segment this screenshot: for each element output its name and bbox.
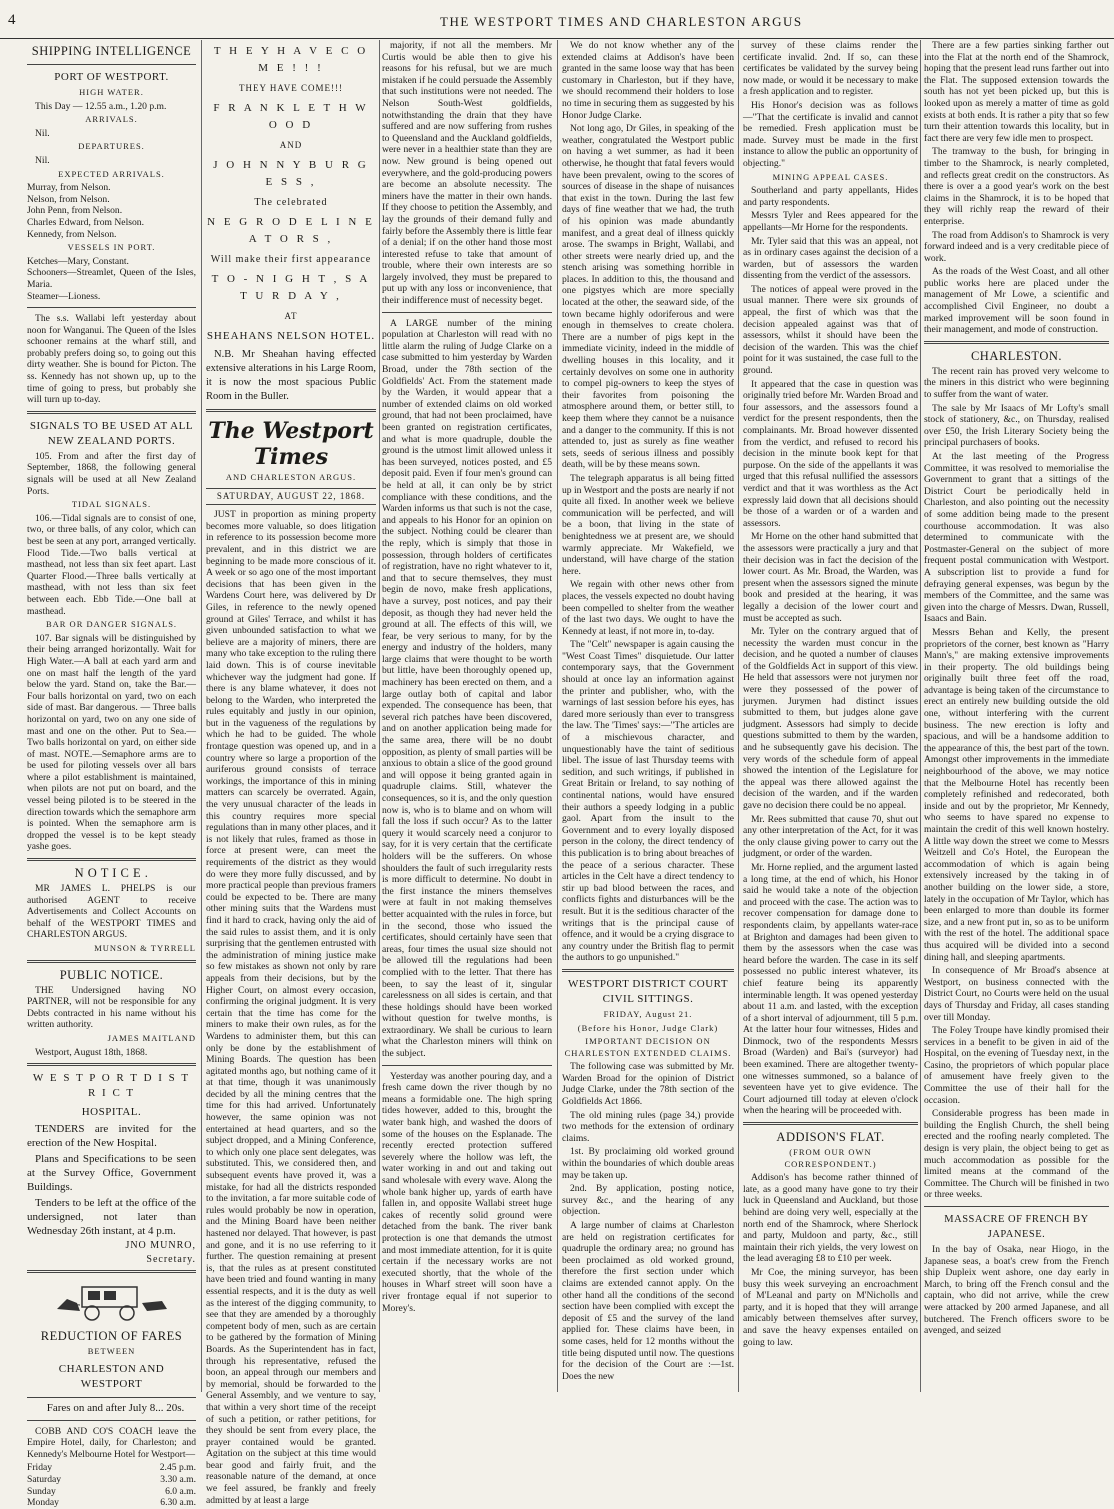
col5-p7: It appeared that the case in question was originally tried before Mr. Warden Broad and four assessors, and the assessors found a verdict for the present respondents, then the complainants. Mr. Broad however dissented from the verdict, and refused to record his decision in the minute book kept for that purpose. On the side of the appellants it was urged that this refusal nullified the assessors verdict and that it was worthless as the Act expressly laid down that all decisions should be those of a warden or of a warden and assessors. [743, 378, 918, 529]
expected-list [27, 182, 196, 240]
col5-p9: Mr. Tyler on the contrary argued that of necessity the warden must concur in the decision, and he quoted a number of clauses of the Goldfields Act in support of this view. He held that assessors were not jurymen nor were they possessed of the power of jurymen. Jurymen had distinct issues submitted to them, but judges alone gave judgment. Assessors had simply to decide questions submitted to them by the warden, and he subsequently gave his decision. The very words of the schedule form of appeal showed the intention of the Legislature for the appeal was there allowed against the decision of the warden, and if the warden gave no decision there could be no appeal. [743, 626, 918, 811]
ad-line1: T H E Y H A V E C O M E ! ! ! [213, 45, 369, 74]
vessels-label: VESSELS IN PORT. [67, 242, 156, 253]
list-item: Kennedy, from Nelson. [27, 228, 117, 240]
ad-celebrated: The celebrated [254, 197, 328, 208]
col5-p4: Messrs Tyler and Rees appeared for the appellants—Mr Horne for the respondents. [743, 210, 918, 233]
ad-name1: F R A N K L E T H W O O D [213, 102, 369, 131]
court-judge: (Before his Honor, Judge Clark) [577, 1022, 719, 1033]
public-notice-heading: PUBLIC NOTICE. [59, 967, 164, 982]
col6-p2: The tramway to the bush, for bringing in timber to the Shamrock, is nearly completed, and reflects great credit on the constructors. As there is over a a good year's work on the best claims in the Shamrock, it is to be hoped that they will richly reap the reward of their enterprise. [924, 146, 1109, 227]
page-number: 4 [8, 12, 16, 28]
expected-label: EXPECTED ARRIVALS. [58, 168, 165, 179]
fares-note: COBB AND CO'S COACH leave the Empire Hotel, daily, for Charleston; and Kennedy's Melbourne Hotel for Westport— [27, 1425, 196, 1460]
schedule-day: Saturday [27, 1473, 62, 1485]
schedule-day: Monday [27, 1497, 59, 1509]
column-divider [557, 40, 558, 1392]
col5-p6: The notices of appeal were proved in the usual manner. There were six grounds of appeal, the first of which was that the decision appealed against was that of assessors, whilst it should have been the decision of the warden. This was the chief point for it was sustained, the case full to the ground. [743, 283, 918, 377]
notice-signed: MUNSON & TYRRELL [94, 943, 196, 953]
col5-p5: Mr. Tyler said that this was an appeal, not as in ordinary cases against the decision of a warden, but of assessors the warden dissenting from the verdict of the assessors. [743, 235, 918, 282]
public-notice-date: Westport, August 18th, 1868. [35, 1046, 148, 1058]
col6-p9: In consequence of Mr Broad's absence at Westport, on business connected with the District Court, no Courts were held on the usual days of Thursday and Friday, all cases standing over till Monday. [924, 965, 1109, 1023]
column-divider [920, 40, 921, 1392]
port-heading: PORT OF WESTPORT. [54, 71, 169, 83]
column-divider [379, 40, 380, 1392]
high-water-label: HIGH WATER. [79, 87, 144, 97]
col4-p9: 2nd. By application, posting notice, survey &c., and the hearing of any objection. [562, 1183, 734, 1218]
shipping-note: The s.s. Wallabi left yesterday about noon for Wanganui. The Queen of the Isles schooner remains at the wharf still, and probably prefers doing so, to going out this dirty weather. She is bound for Picton. The ss. Kennedy has not shown up, up to the time of going to press, but probably she will turn up to-day. [27, 313, 196, 406]
ad-name2: J O H N N Y B U R G E S S , [213, 159, 369, 188]
fares-between: BETWEEN [87, 1346, 136, 1357]
notice-body: MR JAMES L. PHELPS is our authorised AGENT to receive Advertisements and Collect Accounts on behalf of the WESTPORT TIMES and CHARLESTON ARGUS. [27, 883, 196, 941]
editorial-p4: Yesterday was another pouring day, and a fresh came down the river though by no means a formidable one. The high spring tides however, added to this, brought the water bank high, and washed the doors of some of the houses on the Esplanade. The recently erected protection suffered severely where the hollow was left, the water working in and out and taking out sand wholesale with every wave. Along the whole bank higher up, yards of earth have fallen in, and opposite Wallabi street huge cakes of recently solid ground were detached from the bank. The river bank protection is one that demands the utmost and most immediate attention, for it is quite certain if the necessary works are not executed shortly, that the whole of the houses in Wharf street will soon have a river frontage equal if not superior to Morey's. [382, 1070, 552, 1314]
ad-line2: THEY HAVE COME!!! [239, 83, 343, 93]
col4-p6: The following case was submitted by Mr. Warden Broad for the opinion of District Judge Clarke, under the 78th section of the Goldfields Act 1866. [562, 1061, 734, 1108]
col6-p5: The recent rain has proved very welcome to the miners in this district who were beginning to suffer from the want of water. [924, 365, 1109, 401]
col4-p10: A large number of claims at Charleston are held on registration certificates for quadruple the ordinary area; no ground has been proclaimed as old worked ground, therefore the first section under which claims are extended cannot apply. On the other hand all the conditions of the second section have been complied with except the deposit of £5 and the survey of the land applied for. These claims have been, in some cases, held for 12 months without the title being disputed until now. The questions for the decision of the Court are :—1st. Does the new [562, 1220, 734, 1382]
list-item: John Penn, from Nelson. [27, 205, 123, 217]
col5-p11: Mr. Horne replied, and the argument lasted a long time, at the end of which, his Honor said he would take a note of the objection and proceed with the case. The action was to recover compensation for damage done to respondents claim, by appellants water-race at Brighton and damages had been given to them by the assessors when the case was heard before the warden. The case in its self possessed no public interest whatever, its chief feature being its apparently interminable length. It was opened yesterday about 11 a.m. and lasted, with the exception of a short interval of adjournment, till 5 p.m. At the latter hour four witnesses, Hides and Dinmock, two of the respondents Messrs Broad (Warden) and Bai's (surveyor) had been examined. There are altogether twenty-one witnesses summoned, so a balance of seventeen have yet to give evidence. The Court adjourned till today at eleven o'clock when the hearing will be proceeded with. [743, 861, 918, 1117]
col4-p8: 1st. By proclaiming old worked ground within the boundaries of which double areas may be taken up. [562, 1146, 734, 1181]
hospital-sub: HOSPITAL. [81, 1106, 142, 1119]
column-divider [201, 40, 202, 1392]
col5-p1: survey of these claims render the certificate invalid. 2nd. If so, can these certificates be validated by the survey being now made, or would it be necessary to make a fresh application and to register. [743, 40, 918, 98]
col6-p4: As the roads of the West Coast, and all other public works here are placed under the management of Mr Lowe, a scientific and accomplished Civil Engineer, no doubt a marked improvement will be soon found in their management, and mode of construction. [924, 266, 1109, 336]
col4-p2: Not long ago, Dr Giles, in speaking of the weather, congratulated the Westport public on having a wet summer, as had it been otherwise, he thought that fatal fevers would have been prevalent, owing to the scores of sources of disease in the shape of nuisances that exist in the town. During the last few days of fine weather that we had, the truth of his opinion was made abundantly manifest, and a great deal of illness quickly arose. The swamps in Bright, Wallabi, and other streets were nearly dried up, and the stench arising was something horrible in places. In addition to this, the thousand and one pigstyes which are more specially located at the other, the seaward side, of the town became highly odoriferous and were enough in themselves to create cholera. There are a number of pigs kept in the immediate vicinity, indeed in the middle of dwelling houses in this locality, and it certainly devolves on some one in authority to compel pig-owners to keep the styes of their favorites from poisoning the atmosphere around them, or better still, to keep them where they cannot be a nuisance and a danger to the community. If this is not attended to, just as surely as fine weather sets, seeds of serious illness and possibly death, will be by these means sown. [562, 123, 734, 471]
bar-label: BAR OR DANGER SIGNALS. [45, 619, 178, 630]
schedule-time: 2.45 p.m. [159, 1462, 196, 1474]
editorial-p1: JUST in proportion as mining property becomes more valuable, so does litigation in reference to its possession become more prevalent, and in this district we are beginning to be made more conscious of it. A week or so ago one of the most important decisions that has been given in the Wardens Court here, was delivered by Dr Giles, in reference to the newly opened ground at Giles' Terrace, and whilst it has given unbounded satisfaction to what we believe are a majority of miners, there are many who take exception to the ruling there laid down. This is of course inevitable whichever way the judgment had gone. If there is any blame whatever, it does not belong to the Warden, who interpreted the rules equitably and justly in our opinion, but in the vagueness of the regulations by which he had to be guided. The whole frontage question was opened up, and in a country where so large a proportion of the auriferous ground consists of terrace workings, the importance of this in mining matters can scarcely be overrated. Again, the very unusual character of the leads in this country requires more special regulations than in many other places, and it is not likely that rules, framed as those in force at present were, can meet the requirements of the district as they would do were they more fully discussed, and by more practical people than previous framers could be expected to be. There are many other mining suits that the Wardens must find it hard to crack, having only the aid of the said rules to assist them, and it is only surprising that the gentlemen entrusted with the administration of mining justice make so few mistakes as shown not only by rare appeals from their decisions, but by the Higher Court, on almost every occasion, confirming the original judgment. It is very certain that the time has come for the miners to make their own rules, as for the Wardens to administer them, but this can only be done by the establishment of Mining Boards. The question has been agitated months ago, but nothing came of it at that time, though it was unanimously decided by all the mining centres that the time for this had arrived. Unfortunately however, the same opinion was not entertained at head quarters, and so the subject dropped, and a Mining Conference, to which only one place sent delegates, was substituted. This, we considered then, and subsequent events have proved it, was a mistake, for had all the districts responded to the invitation, a far more suitable code of rules would probably be now in operation, and the Mining Board have been neither hastened nor delayed. That however, is past and gone, and it is no use referring to it further. The question remaining at present is, that the rules as at present constituted have been tried and found wanting in many essential respects, and it is the duty as well as the interest of the digging community, to see that they are amended by a thoroughly competent body of men, such as are certain to be gathered by the formation of Mining Boards. As the Superintendent has in fact, through his representative, refused the boon, an appeal through our members and by memorial, should be forwarded to the General Assembly, and we venture to say, that within a very short time of the receipt of such a petition, or rather petitions, for they should be sent from every place, the prayer contained would be granted. Agitation on the subject at this time would bear good and fairly fruit, and the reasonable nature of the demand, at once we feel assured, be frankly and freely admitted by at least a large [206, 509, 376, 1506]
public-notice-body: THE Undersigned having NO PARTNER, will not be responsible for any Debts contracted in his name without his written authority. [27, 984, 196, 1031]
col5-p13: Mr Coe, the mining surveyor, has been busy this week surveying an encroachment of M'Leanal and party on M'Nicholls and party, and it is hoped that they will arrange amicably between themselves after survey, and save the heavy expenses entailed on going to law. [743, 1266, 918, 1348]
col5-p8: Mr Horne on the other hand submitted that the assessors were practically a jury and that their decision was in fact the decision of the lower court. As Mr. Broad, the Warden, was present when the assessors signed the minute book and presided at the hearing, it was legally a decision of the lower court and must be accepted as such. [743, 531, 918, 624]
tide-times: This Day — 12.55 a.m., 1.20 p.m. [35, 100, 167, 112]
list-item: Charles Edward, from Nelson. [27, 216, 144, 228]
list-item: Murray, from Nelson. [27, 182, 111, 194]
col4-p4: We regain with other news other from places, the vessels expected no doubt having been compelled to shelter from the weather of the last two days. We ought to have the Kennedy at least, if not more in, to-day. [562, 579, 734, 637]
schedule-row [27, 1486, 196, 1498]
schedule-time: 6.0 a.m. [165, 1485, 196, 1497]
hospital-p1: TENDERS are invited for the erection of the New Hospital. [27, 1123, 196, 1150]
column-1 [27, 40, 196, 1509]
column-2 [206, 40, 376, 1506]
schedule-day: Friday [27, 1462, 53, 1474]
charleston-heading: CHARLESTON. [970, 348, 1063, 363]
addison-sub: (FROM OUR OWN CORRESPONDENT.) [784, 1147, 877, 1169]
arrivals-label: ARRIVALS. [85, 114, 138, 125]
signals-heading: SIGNALS TO BE USED AT ALL NEW ZEALAND PORTS. [29, 419, 194, 447]
column-divider [738, 40, 739, 1392]
ad-tonight: T O - N I G H T , S A T U R D A Y , [211, 273, 371, 302]
shipping-heading: SHIPPING INTELLIGENCE [31, 44, 192, 58]
hospital-p2: Plans and Specifications to be seen at the Survey Office, Government Buildings. [27, 1153, 196, 1194]
editorial-p2: majority, if not all the members. Mr Curtis would be able then to give his reasons for his refusal, but we are much mistaken if he could persuade the Assembly that such institutions were not needed. The Nelson South-West goldfields, notwithstanding the drain that they have suffered and are now suffering from rushes to Queensland and the Auckland goldfields, were never in a healthier state than they are now. New ground is being opened out everywhere, and the gold-producing powers are become an absolute necessity. The miners have the matter in their own hands. If they choose to petition the Assembly, and lay the grounds of their demand fully and fairly before the Assembly there is little fear of a denial; if on the other hand those most interested refuse to take that amount of trouble, where their own interests are so largely involved, they must be prepared to put up with any loss or inconvenience, that their indifference must of necessity beget. [382, 40, 552, 307]
col6-p6: The sale by Mr Isaacs of Mr Lofty's small stock of stationery, &c., on Thursday, realised over £50, the Irish Literary Society being the principal purchasers of books. [924, 402, 1109, 449]
addison-heading: ADDISON'S FLAT. [776, 1130, 885, 1145]
coach-illustration [52, 1279, 172, 1323]
fares-heading: REDUCTION OF FARES [40, 1329, 183, 1344]
list-item: Nelson, from Nelson. [27, 193, 110, 205]
signals-intro: 105. From and after the first day of September, 1868, the following general signals will be used at all New Zealand Ports. [27, 450, 196, 497]
col6-p7: At the last meeting of the Progress Committee, it was resolved to memorialise the Government to grant that a sittings of the District Court be periodically held in Charleston, and also pointing out the necessity of some addition being made to the present courthouse accommodation. It was also determined to communicate with the Postmaster-General on the subject of more frequent postal communication with Westport. A subscription list to provide a fund for defraying general expenses, was begun by the members of the Committee, and the same was given into the charge of Messrs. Dwan, Russell, Isaacs and Bain. [924, 451, 1109, 625]
ad-venue: SHEAHANS NELSON HOTEL. [206, 330, 376, 342]
hospital-role: Secretary. [146, 1253, 196, 1265]
list-item: Schooners—Streamlet, Queen of the Isles, Maria. [27, 267, 196, 290]
mining-label: MINING APPEAL CASES. [772, 171, 889, 182]
ad-troupe: N E G R O D E L I N E A T O R S , [207, 216, 375, 245]
bar-text: 107. Bar signals will be distinguished by their being arranged horizontally. Wait for High Water.—A ball at each yard arm and one on mast half the length of the yard below the yard. Stand on, take the Bar.—Four balls horizontal on yard, two on each side of mast. Bar dangerous. — Three balls horizontal on yard, two on any one side of mast and one on the other. Put to Sea.—Two balls horizontal on yard, on either side of mast. NOTE.—Semaphore arms are to be used for piloting vessels over all bars where a pilot establishment is maintained, when pilots are not put on board, and the vessel being piloted is to be steered in the direction towards which the semaphore arm is pointed. When the semaphore arm is dropped the vessel is to be kept steady yashe goes. [27, 632, 196, 853]
list-item: Ketches—Mary, Constant. [27, 255, 129, 267]
col5-p2: His Honor's decision was as follows —"That the certificate is invalid and cannot be remedied. Fresh application must be made. Survey must be made in the first instance to allow the public an opportunity of objecting." [743, 99, 918, 169]
col4-p3: The telegraph apparatus is all being fitted up in Westport and the posts are nearly if not quite all fixed. In another week we believe communication will be perfected, and will be a boon, that living in the state of benightedness we at present are, we should warmly appreciate. Mr Wakefield, we understand, will have charge of the station here. [562, 472, 734, 577]
schedule-row [27, 1474, 196, 1486]
col6-p3: The road from Addison's to Shamrock is very forward indeed and is a very creditable piece of work. [924, 229, 1109, 264]
column-4 [562, 40, 734, 1392]
departures-label: DEPARTURES. [78, 141, 145, 152]
paper-title: THE WESTPORT TIMES AND CHARLESTON ARGUS [440, 14, 803, 29]
list-item: Steamer—Lioness. [27, 290, 101, 302]
col6-p12: In the bay of Osaka, near Hiogo, in the Japanese seas, a boat's crew from the French ship Dupleix went ashore, one day early in March, to bring off the French consul and the captain, who did not arrive, while the crew were attacked by 200 armed Japanese, and all butchered. The French officers swore to be avenged, and seized [924, 1244, 1109, 1337]
court-sub: IMPORTANT DECISION ON CHARLESTON EXTENDED CLAIMS. [564, 1036, 732, 1058]
column-6 [924, 40, 1109, 1392]
col6-p1: There are a few parties sinking farther out into the Flat at the north end of the Shamrock, hoping that the present lead runs farther out into the Flat. The supposed extension towards the south has not yet been picked up, but this is looked upon as merely a matter of time as gold exists at both ends. It is rather a pity that so few turn their attention towards this locality, but in fact there are very few idle men to prospect. [924, 40, 1109, 144]
departures-value: Nil. [35, 154, 50, 166]
page-header [0, 0, 1114, 39]
public-notice-signed: JAMES MAITLAND [107, 1032, 196, 1043]
fares-route: CHARLESTON AND WESTPORT [58, 1362, 165, 1390]
col6-p10: The Foley Troupe have kindly promised their services in a benefit to be given in aid of the Hospital, on the evening of Tuesday next, in the Casino, the proprietors of which popular place of amusement have freely given to the Committee the use of their hall for the occasion. [924, 1025, 1109, 1106]
schedule-time: 6.30 a.m. [160, 1497, 196, 1509]
schedule-day: Sunday [27, 1485, 56, 1497]
col6-p8: Messrs Behan and Kelly, the present proprietors of the corner, best known as "Harry Mann's," are making extensive improvements in their property. The old buildings being originally built three feet off the road, advantage is being taken of the circumstance to erect an entirely new building outside the old one, without interfering with the current business. The new erection is lofty and spacious, and will be a handsome addition to the appearance of this, the best part of the town. Amongst other improvements in the immediate neighbourhood of the above, we may notice that the Melbourne Hotel has recently been completely refinished and redecorated, both inside and out by the proprietor, Mr Kennedy, who seems to have spared no expense to maintain the credit of this well known hostelry. A little way down the street we come to Messrs Weitzell and Co's Hotel, the European the accommodation of which is again being extensively increased by the taking in of another building on the lower side, a store, lately in the occupation of Mr Taylor, which has been enlarged to more than double its former size, and a new front put in, so as to be uniform with the rest of the hotel. The additional space thus acquired will be divided into a second dining hall, and sleeping apartments. [924, 626, 1109, 963]
schedule-time: 3.30 a.m. [160, 1473, 196, 1485]
col5-p12: Addison's has become rather thinned of late, as a good many have gone to try their luck in Queensland and Auckland, but those behind are doing very well, especially at the north end of the Shamrock, where Sherlock and party, Muldoon and party, &c., still maintain their rich yields, the very lowest on the lead averaging £8 to £10 per week. [743, 1172, 918, 1265]
hospital-p3: Tenders to be left at the office of the undersigned, not later than Wednesday 26th instant, at 4 p.m. [27, 1197, 196, 1238]
schedule-row [27, 1497, 196, 1509]
fares-line: Fares on and after July 8... 20s. [46, 1401, 185, 1414]
issue-date: SATURDAY, AUGUST 22, 1868. [206, 488, 376, 506]
arrivals-value: Nil. [35, 127, 50, 139]
col4-p7: The old mining rules (page 34,) provide two methods for the extension of ordinary claims. [562, 1109, 734, 1144]
ad-at: AT [284, 311, 298, 321]
col4-p5: The "Celt" newspaper is again causing the "West Coast Times" disquietude. Our latter contemporary says, that the Government should at once lay an information against the printer and publisher, who, with the warnings of last session before his eyes, has dared more seriously than ever to transgress the law. The 'Times' says:—"The articles are of a mischievous character, and unquestionably have the taint of seditious libel. The issue of last Thursday teems with sedition, and such writings, if published in Great Britain or Ireland, to say nothing of continental nations, would have ensured their authors a speedy lodging in a public gaol. Apart from the insult to the Government and to every loyally disposed person in the colony, the direct tendency of this publication is to bring about breaches of the peace of a serious character. These articles in the Celt have a direct tendency to stir up bad blood between the races, and conflicts fights and disturbances will be the result. But it is the seditious character of the writings that is the principal cause of offence, and it would be a crying disgrace to any country under the British flag to permit the authors to go unpunished." [562, 639, 734, 964]
court-date: FRIDAY, August 21. [603, 1008, 693, 1019]
masthead-sub: AND CHARLESTON ARGUS. [225, 472, 357, 482]
court-heading: WESTPORT DISTRICT COURT CIVIL SITTINGS. [567, 977, 729, 1005]
hospital-heading: W E S T P O R T D I S T R I C T [32, 1072, 191, 1100]
col6-p11: Considerable progress has been made in building the English Church, the shell being erected and the roofing nearly completed. The design is very plain, the object being to get as much accommodation as possible for the limited means at the command of the Committee. The Church will be finished in two or three weeks. [924, 1108, 1109, 1201]
ad-nb: N.B. Mr Sheahan having effected extensive alterations in his Large Room, it is now the most spacious Public Room in the Buller. [206, 349, 376, 402]
editorial-p3: A LARGE number of the mining population at Charleston will read with no little alarm the ruling of Judge Clarke on a case submitted to him yesterday by Warden Broad, under the 78th section of the Goldfields' Act. From the statement made by the Warden, it would appear that a number of extended claims on old worked ground, that had not been proclaimed, have been granted on registration certificates, and what is more quadruple, double the ground is the utmost limit allowed unless it has been surveyed, notices posted, and £5 deposit paid. Even if four men's ground can be held at all, it can only be by strict compliance with these conditions, and the Warden informs us that such is not the case, and appeals to his Honor for an opinion on the subject. Nothing could be clearer than the reply, which is simply that those in possession, through holders of certificates of registration, have no right whatever to it, and that to secure themselves, they must begin de novo, make fresh applications, have a survey, post notices, and pay their deposit, as though they had never held the ground at all. The effects of this will, we fear, be very serious to many, for by the energy and industry of the holders, many large claims that were thought to be worth but little, have been thoroughly opened up, machinery has been erected on them, and a large outlay both of capital and labor expended. The consequence has been, that several rich patches have been discovered, and on another application being made for the same area, there will be no doubt opposition, as plenty of small parties will be anxious to obtain a slice of the good ground and will oppose it being granted again in quadruple claims. Still, whatever the consequences, so it is, and the only question now is, who is to blame and on whom will fall the loss if such occur? As to the latter query it would scarcely need a conjuror to say, for it is very certain that the certificate holders will be the sufferers. On whose shoulders the fault of such irregularity rests is more difficult to determine. No doubt in the first instance the miners themselves were at fault in not making themselves better acquainted with the rules in force, but in the second, those who issued the certificates, should certainly have seen that areas, four times the usual size should not be allowed till the regulations had been complied with to the letter. That there has been, to say the least of it, singular carelessness on all sides is certain, and that these holdings should have been worked without question for twelve months, is extraordinary. We shall be curious to learn what the Charleston miners will think on the subject. [382, 317, 552, 1060]
schedule-row [27, 1462, 196, 1474]
hospital-signed: JNO MUNRO, [125, 1240, 196, 1252]
tidal-text: 106.—Tidal signals are to consist of one, two, or three balls, of any color, which can best be seen at any port, arranged vertically. Flood Tide.—Two balls vertical at masthead, not less than six feet apart. Last Quarter Flood.—Three balls vertically at masthead, with not less than six feet between each. Ebb Tide.—One ball at masthead. [27, 512, 196, 617]
ad-appear: Will make their first appearance [210, 254, 372, 265]
tidal-label: TIDAL SIGNALS. [71, 499, 152, 510]
col5-p10: Mr. Rees submitted that cause 70, shut out any other interpretation of the Act, for it was the only clause giving power to carry out the judgment, or order of the warden. [743, 813, 918, 860]
masthead-title: The Westport Times [208, 418, 374, 470]
ad-and: AND [279, 140, 303, 150]
column-3 [382, 40, 552, 1392]
notice-heading: N O T I C E . [74, 866, 149, 881]
col5-p3: Southerland and party appellants, Hides and party respondents. [743, 185, 918, 208]
col4-p1: We do not know whether any of the extended claims at Addison's have been granted in the same loose way that has been customary in Charleston, but if they have, we should recommend their holders to lose no time in securing them as suggested by his Honor Judge Clarke. [562, 40, 734, 121]
vessels-list [27, 256, 196, 302]
column-5 [743, 40, 918, 1392]
massacre-heading: MASSACRE OF FRENCH BY JAPANESE. [944, 1214, 1089, 1240]
